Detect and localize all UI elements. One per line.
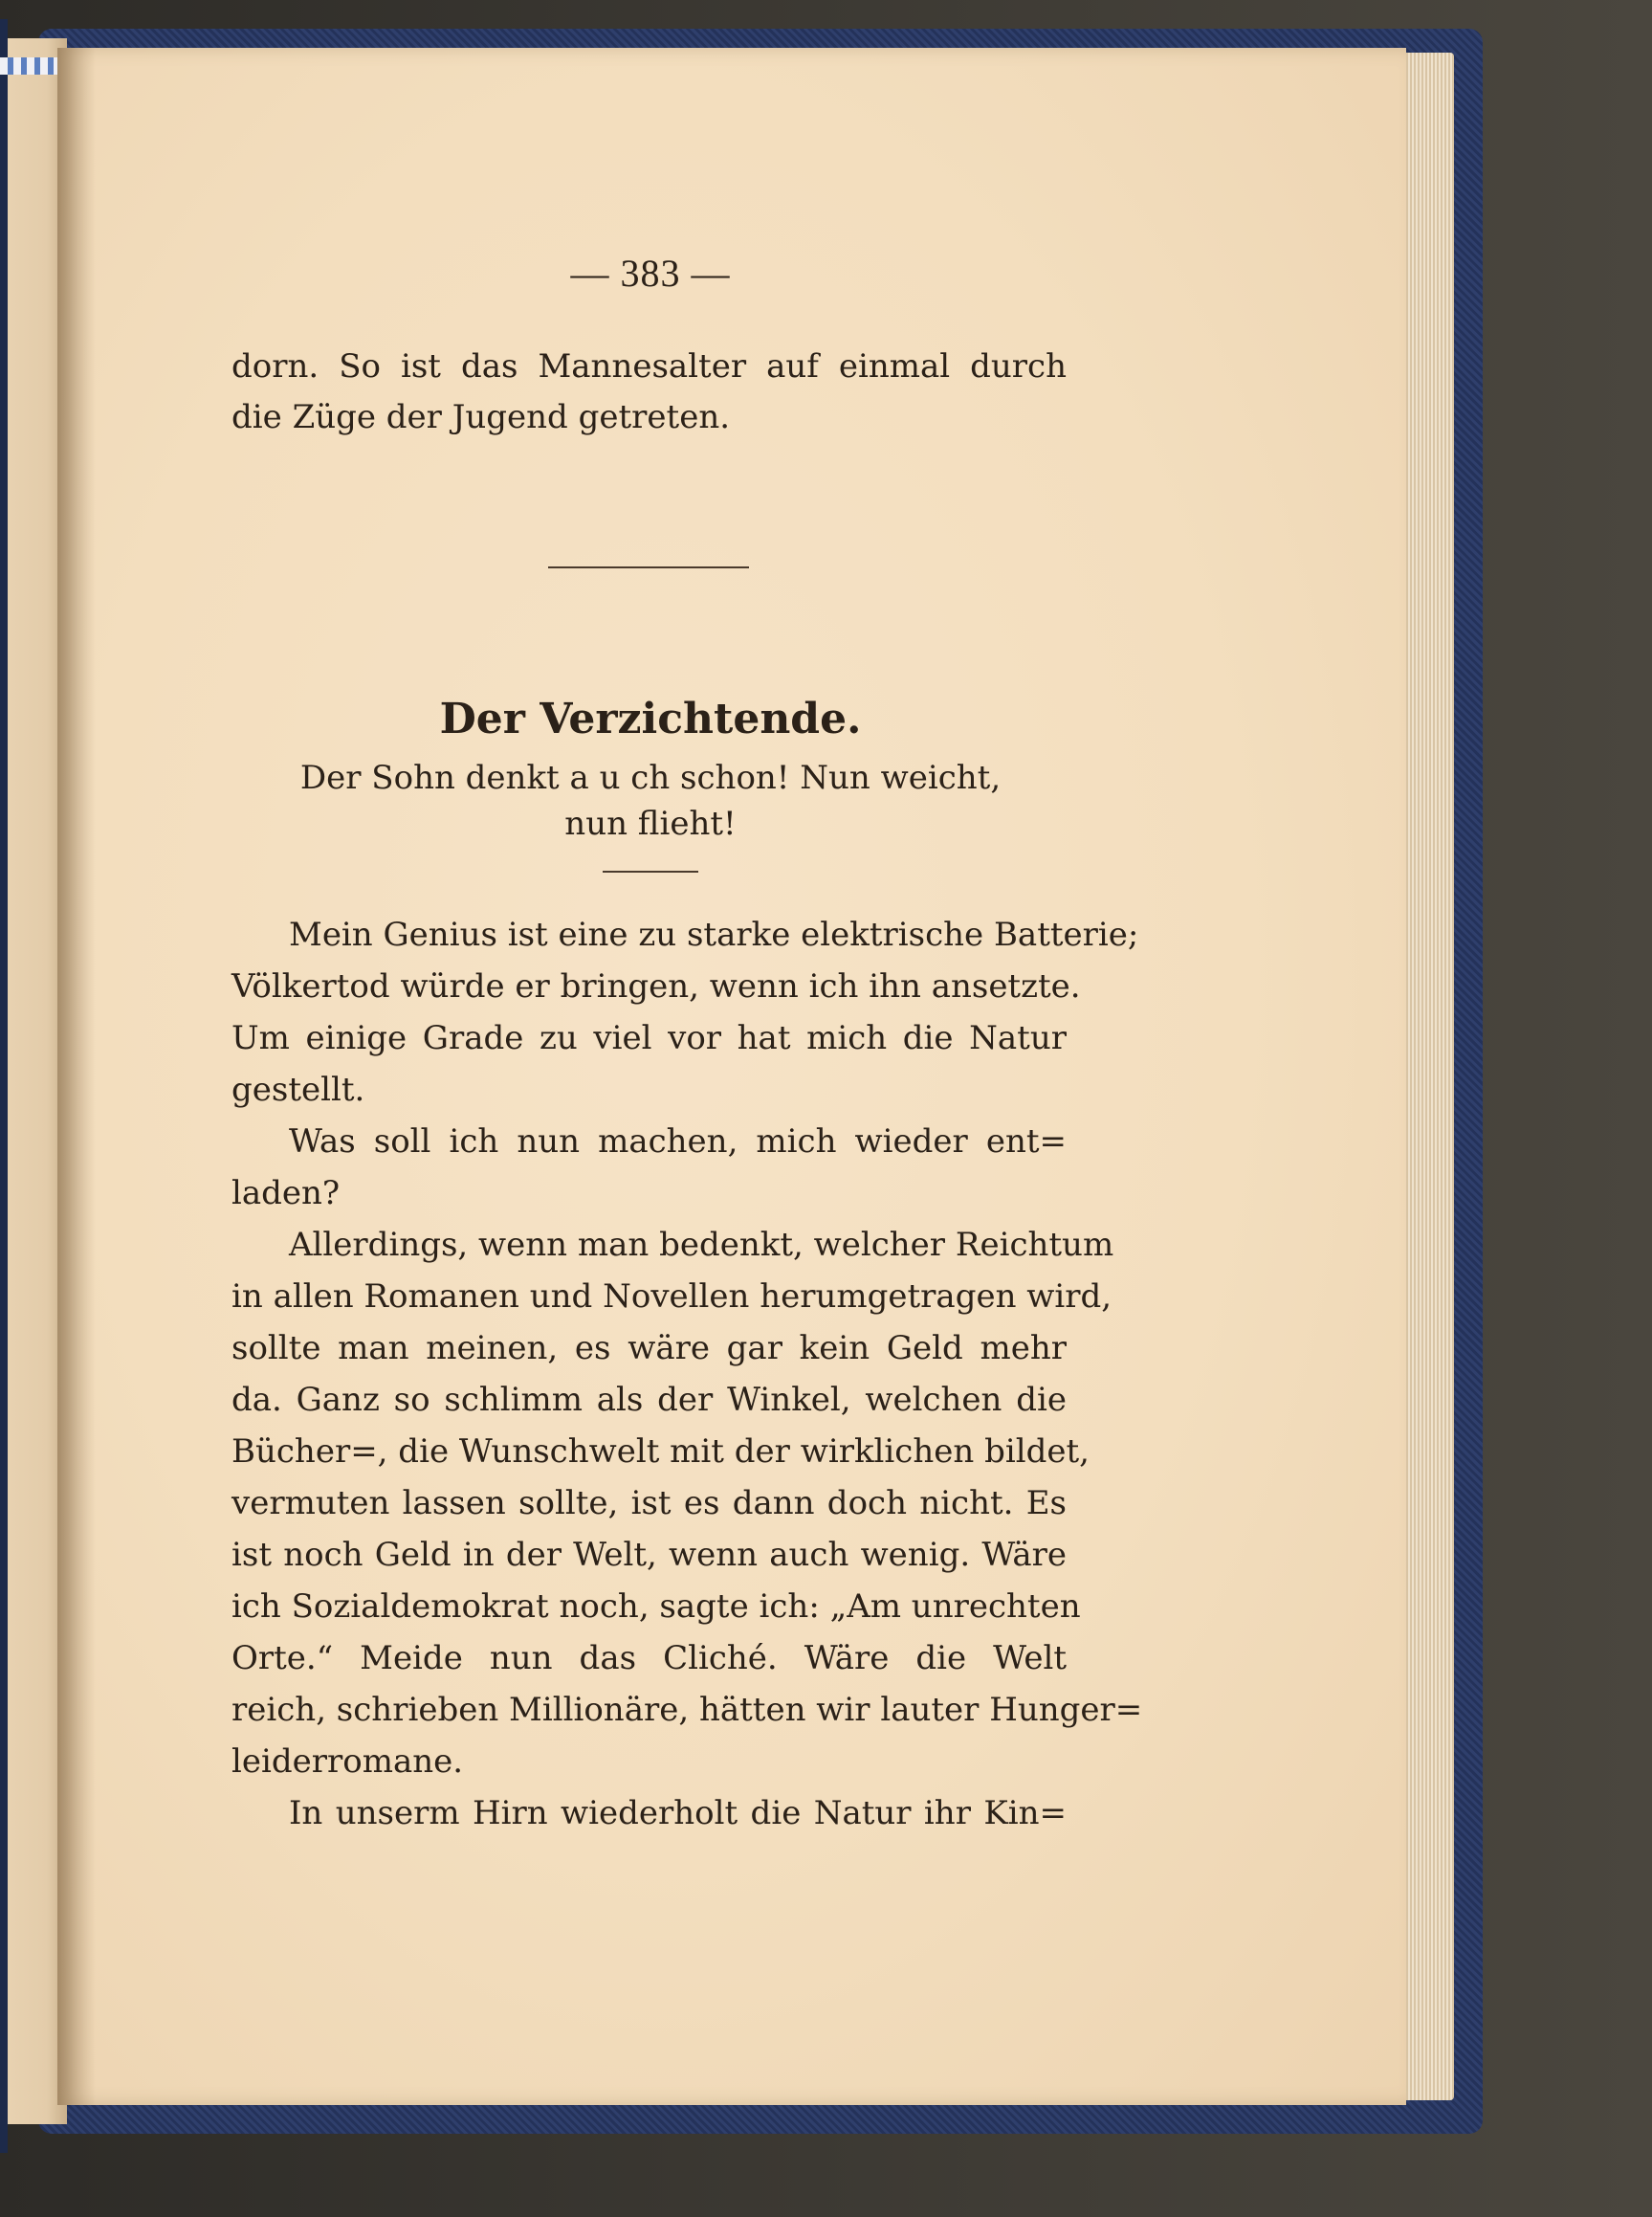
left-cover-edge [0,19,8,2153]
motto-line-1: Der Sohn denkt a u ch schon! Nun weicht, [299,759,1002,797]
body-line: ist noch Geld in der Welt, wenn auch wenig. Wäre [231,1536,1067,1574]
section-divider [548,566,749,568]
body-line: Völkertod würde er bringen, wenn ich ihn ansetzte. [231,967,1081,1006]
body-line: Um einige Grade zu viel vor hat mich die Natur [231,1019,1067,1057]
body-line: ich Sozialdemokrat noch, sagte ich: „Am unrechten [231,1587,1081,1626]
motto-divider [603,871,698,873]
body-line: laden? [231,1174,341,1212]
gutter-shadow [57,48,96,2105]
body-line: reich, schrieben Millionäre, hätten wir lauter Hunger= [231,1691,1143,1729]
body-line: Orte.“ Meide nun das Cliché. Wäre die Welt [231,1639,1067,1677]
section-title: Der Verzichtende. [439,695,862,743]
carryover-line-1: dorn. So ist das Mannesalter auf einmal durch [231,347,1067,386]
body-line: Was soll ich nun machen, mich wieder ent= [289,1122,1067,1161]
body-line: in allen Romanen und Novellen herumgetragen wird, [231,1277,1112,1316]
body-line: da. Ganz so schlimm als der Winkel, welchen die [231,1381,1067,1419]
page-number: — 383 — [570,252,731,295]
body-line: sollte man meinen, es wäre gar kein Geld mehr [231,1329,1067,1367]
body-line: Bücher=, die Wunschwelt mit der wirklichen bildet, [231,1432,1090,1471]
body-line: In unserm Hirn wiederholt die Natur ihr Kin= [289,1794,1067,1832]
carryover-line-2: die Züge der Jugend getreten. [231,398,731,436]
body-line: Mein Genius ist eine zu starke elektrische Batterie; [289,916,1139,954]
body-line: Allerdings, wenn man bedenkt, welcher Reichtum [289,1226,1114,1264]
body-line: vermuten lassen sollte, ist es dann doch nicht. Es [231,1484,1067,1522]
body-line: leiderromane. [231,1742,464,1781]
motto-line-2: nun flieht! [564,805,737,843]
body-line: gestellt. [231,1071,365,1109]
